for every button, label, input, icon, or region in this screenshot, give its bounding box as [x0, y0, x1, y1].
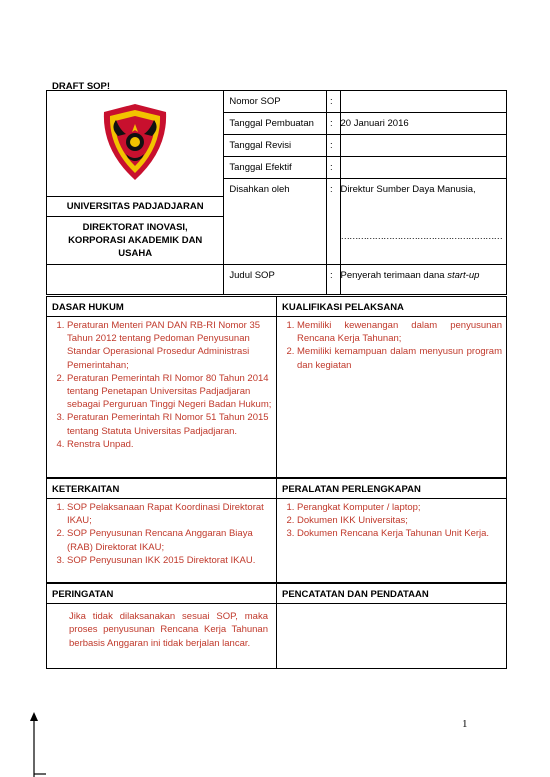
- judul-text: Penyerah terimaan dana: [340, 270, 448, 281]
- keterkaitan-cell: [47, 499, 277, 583]
- dasar-hukum-title: DASAR HUKUM: [47, 297, 277, 317]
- university-name: UNIVERSITAS PADJADJARAN: [47, 197, 224, 217]
- keterkaitan-title: KETERKAITAN: [47, 479, 277, 499]
- peringatan-cell: [47, 604, 277, 669]
- judul-value: [340, 265, 507, 295]
- list-item: 3. SOP Penyusunan IKK 2015 Direktorat IKAU.: [67, 554, 276, 567]
- section-keterkaitan: [46, 478, 507, 583]
- page-number: 1: [462, 718, 468, 730]
- pencatatan-title: PENCATATAN DAN PENDATAAN: [277, 584, 507, 604]
- directorate-name: DIREKTORAT INOVASI, KORPORASI AKADEMIK DAN USAHA: [47, 217, 224, 265]
- colon: :: [326, 135, 340, 157]
- colon: :: [326, 113, 340, 135]
- list-item: 1. Peraturan Menteri PAN DAN RB-RI Nomor 35 Tahun 2012 tentang Pedoman Penyusunan Standar Operasional Prosedur Administrasi Pemerintahan;: [67, 319, 276, 372]
- logo-cell: [47, 91, 224, 197]
- peralatan-title: PERALATAN PERLENGKAPAN: [277, 479, 507, 499]
- tgl-buat-value: 20 Januari 2016: [340, 113, 507, 135]
- nomor-label: Nomor SOP: [224, 91, 327, 113]
- colon: :: [326, 265, 340, 295]
- tgl-efektif-value: [340, 157, 507, 179]
- list-item: 2. Memiliki kemampuan dalam menyusun program dan kegiatan: [297, 345, 506, 371]
- list-item: 2. SOP Penyusunan Rencana Anggaran Biaya (RAB) Direktorat IKAU;: [67, 527, 276, 553]
- list-item: 1. Memiliki kewenangan dalam penyusunan Rencana Kerja Tahunan;: [297, 319, 506, 345]
- empty-cell: [47, 265, 224, 295]
- colon: :: [326, 179, 340, 265]
- tgl-revisi-label: Tanggal Revisi: [224, 135, 327, 157]
- list-item: 2. Peraturan Pemerintah RI Nomor 80 Tahun 2014 tentang Penetapan Universitas Padjadjaran sebagai Perguruan Tinggi Negeri Badan Hukum;: [67, 372, 276, 412]
- colon: :: [326, 157, 340, 179]
- tgl-revisi-value: [340, 135, 507, 157]
- tgl-buat-label: Tanggal Pembuatan: [224, 113, 327, 135]
- list-item: 2. Dokumen IKK Universitas;: [297, 514, 506, 527]
- list-item: 1. Perangkat Komputer / laptop;: [297, 501, 506, 514]
- section-dasar-hukum: [46, 296, 507, 478]
- signature-line: …………………………………………………: [340, 231, 502, 242]
- peralatan-cell: [277, 499, 507, 583]
- disahkan-label: Disahkan oleh: [224, 179, 327, 265]
- list-item: 3. Peraturan Pemerintah RI Nomor 51 Tahun 2015 tentang Statuta Universitas Padjadjaran.: [67, 411, 276, 437]
- list-item: 3. Dokumen Rencana Kerja Tahunan Unit Kerja.: [297, 527, 506, 540]
- list-item: 1. SOP Pelaksanaan Rapat Koordinasi Direktorat IKAU;: [67, 501, 276, 527]
- disahkan-value: [340, 179, 507, 265]
- nomor-value: [340, 91, 507, 113]
- university-logo-icon: [98, 102, 172, 182]
- kualifikasi-cell: [277, 317, 507, 478]
- colon: :: [326, 91, 340, 113]
- peringatan-text: Jika tidak dilaksanakan sesuai SOP, maka proses penyusunan Rencana Kerja Tahunan berbasis Anggaran ini tidak berjalan lancar.: [69, 611, 268, 649]
- kualifikasi-title: KUALIFIKASI PELAKSANA: [277, 297, 507, 317]
- tgl-efektif-label: Tanggal Efektif: [224, 157, 327, 179]
- draft-label: DRAFT SOP!: [52, 81, 111, 92]
- judul-italic: start-up: [447, 270, 480, 281]
- pencatatan-cell: [277, 604, 507, 669]
- judul-label: Judul SOP: [224, 265, 327, 295]
- peringatan-title: PERINGATAN: [47, 584, 277, 604]
- section-peringatan: [46, 583, 507, 669]
- list-item: 4. Renstra Unpad.: [67, 438, 276, 451]
- disahkan-role: Direktur Sumber Daya Manusia,: [340, 184, 476, 195]
- corner-arrow-icon: [26, 712, 46, 777]
- sop-header-table: [46, 90, 507, 295]
- dasar-hukum-cell: [47, 317, 277, 478]
